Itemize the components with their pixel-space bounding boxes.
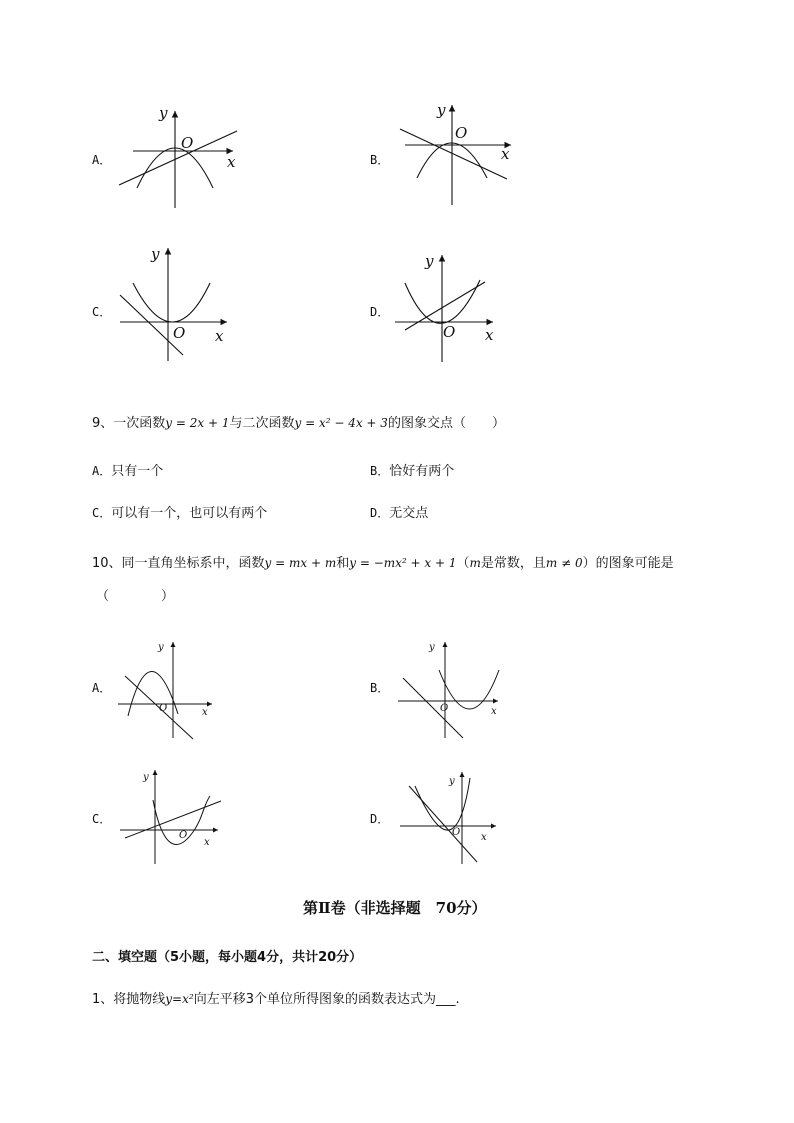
line-graph bbox=[403, 678, 463, 738]
axis-y-label: y bbox=[158, 642, 164, 653]
fill-q1-stem: 1、将抛物线y=x²向左平移3个单位所得图象的函数表达式为___. bbox=[92, 992, 460, 1007]
origin-label: O bbox=[440, 703, 449, 714]
line-graph bbox=[400, 129, 507, 179]
q10-option-c-label: C． bbox=[92, 812, 112, 826]
axis-x-label: x bbox=[491, 706, 497, 717]
fill-q1-func: y=x² bbox=[165, 992, 194, 1006]
q10-graph-d bbox=[395, 768, 510, 868]
q8-option-a-label: A． bbox=[92, 153, 112, 167]
line-graph bbox=[119, 131, 237, 185]
q8-graph-a bbox=[115, 103, 255, 213]
axis-x-label: x bbox=[501, 145, 510, 163]
origin-label: O bbox=[455, 124, 468, 142]
line-graph bbox=[125, 801, 221, 838]
q10-condition: m ≠ 0 bbox=[545, 556, 583, 570]
q8-graph-c bbox=[115, 243, 255, 363]
q9-option-b: B．恰好有两个 bbox=[370, 464, 455, 479]
origin-label: O bbox=[179, 830, 188, 841]
q10-stem: 10、同一直角坐标系中，函数y = mx + m和y = −mx² + x + 1（m是常数，且m ≠ 0）的图象可能是 bbox=[92, 556, 674, 571]
q10-func1: y = mx + m bbox=[264, 556, 337, 570]
parabola-curve bbox=[128, 671, 178, 716]
q9-func1: y = 2x + 1 bbox=[165, 416, 230, 430]
parabola-curve bbox=[133, 283, 210, 322]
q10-answer-blank: （ ） bbox=[96, 589, 175, 604]
axis-x-label: x bbox=[202, 707, 208, 718]
q8-option-b-label: B． bbox=[370, 153, 390, 167]
q10-option-a-label: A． bbox=[92, 681, 112, 695]
axis-y-label: y bbox=[437, 101, 446, 119]
axis-y-label: y bbox=[159, 104, 168, 122]
axis-y-label: y bbox=[151, 245, 160, 263]
q10-func2: y = −mx² + x + 1 bbox=[349, 556, 457, 570]
q10-option-b-label: B． bbox=[370, 681, 390, 695]
q9-func2: y = x² − 4x + 3 bbox=[294, 416, 388, 430]
q8-option-c-label: C． bbox=[92, 305, 112, 319]
origin-label: O bbox=[173, 324, 186, 342]
q9-option-c: C．可以有一个，也可以有两个 bbox=[92, 506, 268, 521]
axis-y-label: y bbox=[425, 252, 434, 270]
q10-graph-a bbox=[110, 638, 220, 743]
fill-in-part-title: 二、填空题（5小题，每小题4分，共计20分） bbox=[92, 950, 363, 965]
origin-label: O bbox=[452, 827, 461, 838]
section-title: 第Ⅱ卷（非选择题 70分） bbox=[303, 899, 487, 917]
axis-y-label: y bbox=[143, 772, 149, 783]
q8-graph-d bbox=[385, 250, 525, 370]
origin-label: O bbox=[159, 703, 168, 714]
q8-option-d-label: D． bbox=[370, 305, 390, 319]
axis-x-label: x bbox=[481, 832, 487, 843]
q8-graph-b bbox=[395, 103, 545, 213]
q9-option-d: D．无交点 bbox=[370, 506, 429, 521]
origin-label: O bbox=[181, 134, 194, 152]
q9-stem: 9、一次函数y = 2x + 1与二次函数y = x² − 4x + 3的图象交点（ ） bbox=[92, 416, 505, 431]
q10-option-d-label: D． bbox=[370, 812, 390, 826]
axis-x-label: x bbox=[215, 327, 224, 345]
axis-x-label: x bbox=[204, 837, 210, 848]
axis-x-label: x bbox=[485, 326, 494, 344]
origin-label: O bbox=[443, 323, 456, 341]
q10-graph-b bbox=[395, 638, 510, 743]
axis-x-label: x bbox=[227, 153, 236, 171]
axis-y-label: y bbox=[429, 642, 435, 653]
q10-graph-c bbox=[115, 766, 230, 866]
axis-y-label: y bbox=[449, 776, 455, 787]
q9-option-a: A．只有一个 bbox=[92, 464, 164, 479]
